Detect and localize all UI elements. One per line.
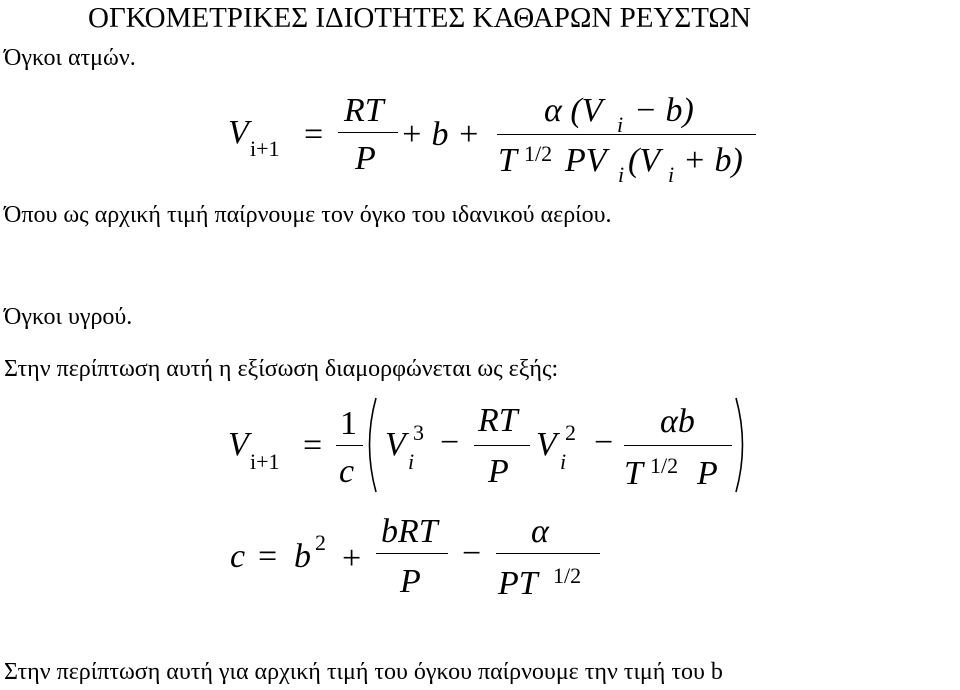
eq2-alpha-b: αb: [660, 403, 695, 440]
eq3-exponent-half: 1/2: [553, 563, 582, 588]
eq1-exponent-half: 1/2: [524, 141, 553, 166]
eq1-rt-numerator: RT: [344, 92, 384, 129]
liquid-heading: Όγκοι υγρού.: [4, 304, 133, 330]
eq2-rt: RT: [478, 402, 518, 439]
eq2-exponent-3: 3: [413, 420, 424, 445]
eq2-equals: =: [303, 427, 323, 464]
eq3-fraction-bar-2: [496, 553, 600, 554]
eq1-equals: =: [304, 116, 324, 153]
eq2-fraction-bar-2: [474, 445, 530, 446]
liquid-intro: Στην περίπτωση αυτή η εξίσωση διαμορφώνεται ως εξής:: [4, 356, 559, 382]
eq2-one: 1: [340, 405, 357, 442]
eq1-p-denominator: P: [355, 140, 376, 177]
eq3-b: b: [294, 538, 311, 575]
eq1-t: T: [498, 142, 517, 179]
eq1-v: V: [228, 114, 249, 151]
eq2-fraction-bar-3: [624, 445, 732, 446]
eq2-v: V: [228, 426, 249, 463]
eq2-exponent-half: 1/2: [650, 453, 679, 478]
eq2-subscript-i-plus-1: i+1: [250, 449, 280, 474]
eq2-minus-2: −: [594, 424, 614, 461]
eq1-subscript-i-3: i: [668, 162, 675, 187]
eq2-left-paren: [362, 396, 378, 494]
eq1-subscript-i-2: i: [618, 162, 625, 187]
eq2-subscript-i-2: i: [560, 449, 567, 474]
eq2-fraction-bar-1: [336, 445, 363, 446]
eq1-pv: PV: [565, 142, 607, 179]
eq1-plus-b-plus: + b +: [400, 116, 480, 153]
page-title: ΟΓΚΟΜΕΤΡΙΚΕΣ ΙΔΙΟΤΗΤΕΣ ΚΑΘΑΡΩΝ ΡΕΥΣΤΩΝ: [88, 2, 751, 34]
eq2-v3: V: [385, 426, 406, 463]
eq2-minus-1: −: [440, 424, 460, 461]
eq2-subscript-i: i: [408, 449, 415, 474]
eq2-p: P: [488, 453, 509, 490]
eq3-minus: −: [462, 535, 482, 572]
eq3-fraction-bar-1: [376, 553, 448, 554]
eq3-p: P: [400, 563, 421, 600]
eq3-brt: bRT: [381, 513, 438, 550]
eq2-p2: P: [697, 455, 718, 492]
eq3-equals: =: [258, 538, 278, 575]
eq1-plus-b: + b): [683, 142, 743, 179]
eq1-fraction-bar-1: [338, 132, 398, 133]
eq1-subscript-i: i: [617, 112, 624, 137]
eq1-subscript-i-plus-1: i+1: [250, 136, 280, 161]
eq2-exponent-2: 2: [565, 420, 576, 445]
eq3-exponent-2: 2: [315, 530, 326, 555]
gas-initial-value-note: Όπου ως αρχική τιμή παίρνουμε τον όγκο του ιδανικού αερίου.: [4, 202, 612, 228]
eq1-alpha-v: α (V: [544, 92, 603, 129]
gas-heading: Όγκοι ατμών.: [4, 45, 136, 71]
eq2-t: T: [624, 455, 643, 492]
eq3-plus: +: [342, 540, 362, 577]
eq2-right-paren: [734, 396, 750, 494]
liquid-initial-value-note: Στην περίπτωση αυτή για αρχική τιμή του όγκου παίρνουμε την τιμή του b: [4, 659, 723, 685]
eq1-open-v: (V: [628, 142, 661, 179]
eq3-c: c: [230, 538, 246, 575]
eq1-minus-b: − b): [634, 92, 694, 129]
eq2-v2: V: [536, 426, 557, 463]
eq2-c: c: [339, 453, 355, 490]
eq3-pt: PT: [498, 565, 538, 602]
eq3-alpha: α: [531, 513, 549, 550]
eq1-fraction-bar-2: [497, 134, 756, 135]
